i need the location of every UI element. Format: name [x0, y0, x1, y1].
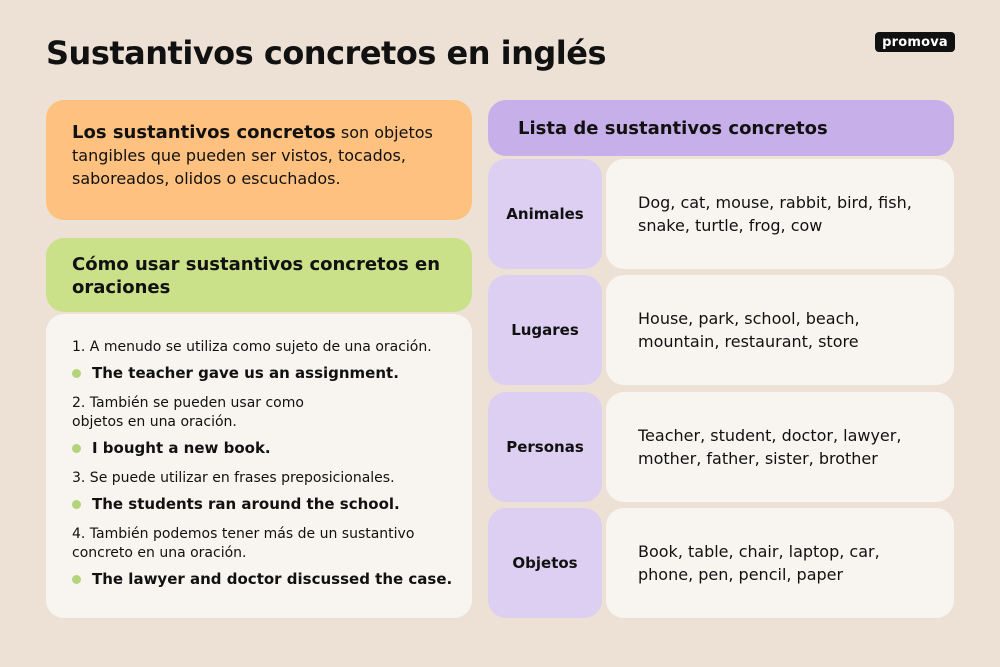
example-sentence [72, 363, 454, 383]
category-personas: Personas [488, 392, 602, 502]
bullet-dot-icon [72, 575, 81, 584]
category-items-lugares: House, park, school, beach, mountain, restaurant, store [606, 275, 954, 385]
howto-rules-panel [46, 314, 472, 618]
example-sentence [72, 494, 454, 514]
page-title: Sustantivos concretos en inglés [46, 34, 606, 72]
example-text: The teacher gave us an assignment. [92, 364, 399, 382]
category-lugares: Lugares [488, 275, 602, 385]
promova-logo: promova [875, 32, 955, 52]
intro-term: Los sustantivos concretos [72, 122, 336, 143]
rule-text: 2. También se pueden usar como objetos en una oración. [72, 395, 304, 430]
bullet-dot-icon [72, 369, 81, 378]
example-text: The lawyer and doctor discussed the case. [92, 570, 453, 588]
example-text: The students ran around the school. [92, 495, 400, 513]
rule-text: 1. A menudo se utiliza como sujeto de una oración. [72, 339, 432, 355]
howto-heading: Cómo usar sustantivos concretos en oraciones [46, 238, 472, 312]
bullet-dot-icon [72, 444, 81, 453]
intro-card [46, 100, 472, 220]
category-items-objetos: Book, table, chair, laptop, car, phone, pen, pencil, paper [606, 508, 954, 618]
rule-text: 3. Se puede utilizar en frases preposicionales. [72, 470, 395, 486]
category-objetos: Objetos [488, 508, 602, 618]
rule-text: 4. También podemos tener más de un sustantivo concreto en una oración. [72, 526, 415, 561]
category-items-animales: Dog, cat, mouse, rabbit, bird, fish, snake, turtle, frog, cow [606, 159, 954, 269]
example-sentence [72, 438, 454, 458]
example-sentence [72, 569, 454, 589]
example-text: I bought a new book. [92, 439, 271, 457]
list-heading: Lista de sustantivos concretos [488, 100, 954, 156]
bullet-dot-icon [72, 500, 81, 509]
intro-definition: son objetos tangibles que pueden ser vistos, tocados, saboreados, olidos o escuchados. [72, 123, 433, 188]
category-animales: Animales [488, 159, 602, 269]
category-items-personas: Teacher, student, doctor, lawyer, mother, father, sister, brother [606, 392, 954, 502]
